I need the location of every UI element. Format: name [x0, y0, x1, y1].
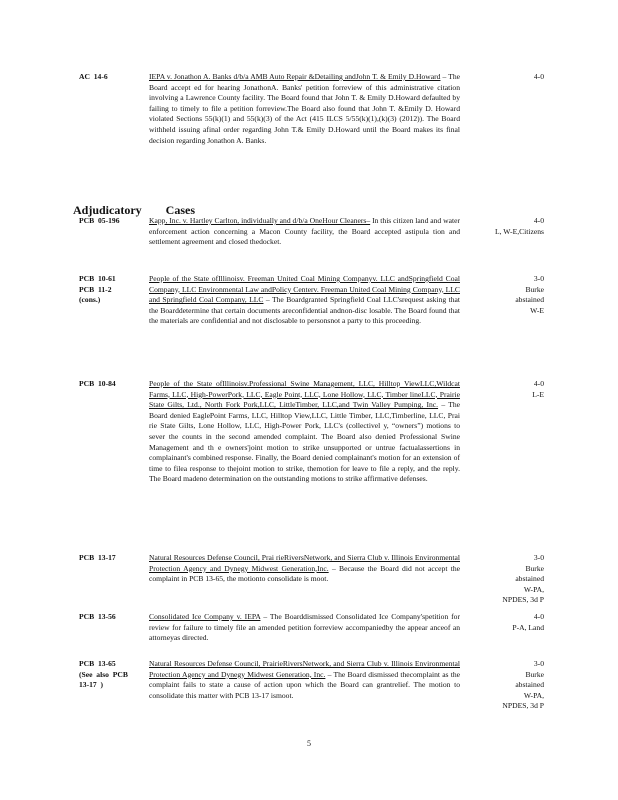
board-vote: 4-0 L-E [532, 379, 544, 399]
case-caption: IEPA v. Jonathon A. Banks d/b/a AMB Auto Repair &Detailing andJohn T. & Emily D.Howard [149, 72, 441, 81]
page-number: 5 [307, 739, 311, 748]
board-vote: 4-0 [533, 72, 544, 81]
board-vote: 4-0 L, W-E,Citizens [495, 216, 544, 236]
case-body: – Because the Board did not accept the complaint in PCB 13-65, the motionto consolidate is moot. [149, 563, 460, 584]
board-vote: 3-0 Burke abstained W-E [515, 274, 544, 315]
case-body: – The Board accept ed for hearing JonathonA. Banks' petition forreview of this administrative citation involving a Lawrence County facility. The Board found that John T. & Emily D.Howard defaulted by failing to timely to file a petition forreview.The Board also found that John T. &Emily D. Howard violated Sections 55(k)(1) and 55(k)(3) of the Act (415 ILCS 5/55(k)(1),(k)(3) (2012)). The Board withheld issuing afinal order regarding John T.& Emily D.Howard until the Board makes its final decision regarding Jonathon A. Banks. [149, 72, 460, 145]
case-body: – The Boardgranted Springfield Coal LLC'srequest asking that the Boarddetermine that certain documents areconfidential andnon-disc losable. The Board found that the materials are confidential and not disclosable to personsnot a party to this proceeding. [149, 295, 460, 326]
board-vote: 3-0 Burke abstained W-PA, NPDES, 3d P [502, 553, 544, 605]
case-number: PCB 10-61 PCB 11-2 (cons.) [79, 274, 116, 305]
case-summary [149, 379, 460, 485]
case-number: PCB 13-65 (See also PCB 13-17 ) [79, 659, 128, 690]
case-body: In this citizen land and water enforcement action concerning a Macon County facility, the Board accepted astipula tion and settlement agreement and closed thedocket. [149, 216, 460, 247]
board-vote: 4-0 P-A, Land [512, 612, 544, 632]
case-number: AC 14-6 [79, 72, 108, 81]
case-caption: Consolidated Ice Company v. IEPA [149, 612, 261, 621]
case-summary [149, 72, 460, 146]
case-summary [149, 216, 460, 248]
case-number: PCB 13-56 [79, 612, 116, 621]
case-caption: Kapp, Inc. v. Hartley Carlton, individually and d/b/a OneHour Cleaners– [149, 216, 371, 225]
case-body: – The Board denied EaglePoint Farms, LLC, Hilltop View,LLC, Little Timber, LLC,Timberline, LLC, Prai rie State Gilts, Lone Hollow, LLC, High-Power Pork, LLC's (collectivel y, “owners”) motions to sever the counts in the second amended complaint. The Board also denied Professional Swine Management and th e owners'joint motion to strike unsupported or untrue factualassertions in complainant's combined response. Finally, the Board denied complainant's motion for an extension of time to filea response to thejoint motion to strike, themotion for leave to file a reply, and the reply. The Board madeno determination on the outstanding motions to strike affirmative defenses. [149, 400, 461, 484]
case-summary [149, 274, 460, 327]
case-body: – The Board dismissed thecomplaint as the complaint fails to state a cause of action upon which the Board can grantrelief. The motion to consolidate this matter with PCB 13-17 ismoot. [149, 669, 460, 700]
case-summary [149, 612, 460, 644]
case-summary [149, 553, 460, 585]
case-number: PCB 10-84 [79, 379, 116, 388]
section-heading: Adjudicatory Cases [73, 203, 195, 217]
case-number: PCB 13-17 [79, 553, 116, 562]
case-body: – The Boarddismissed Consolidated Ice Company'spetition for review for failure to timely file an amended petition forreview accompaniedby the appear anceof an attorneyas directed. [149, 612, 460, 643]
case-caption: People of the State ofIllinoisv. Freeman United Coal Mining Companyv. LLC andSpringfield Coal Company, LLC Environmental Law andPolicy Centerv. Freeman United Coal Mining Company, LLC and Springfield Coal Company, LLC [149, 274, 460, 305]
case-caption: Natural Resources Defense Council, PrairieRiversNetwork, and Sierra Club v. Illinois Environmental Protection Agency and Dynegy Midwest Generation, Inc. [149, 659, 460, 679]
case-summary [149, 659, 460, 701]
case-number: PCB 05-196 [79, 216, 120, 225]
case-caption: Natural Resources Defense Council, Prai rieRiversNetwork, and Sierra Club v. Illinois Environmental Protection Agency and Dynegy Midwest Generation,Inc. [149, 553, 460, 573]
board-vote: 3-0 Burke abstained W-PA, NPDES, 3d P [502, 659, 544, 711]
case-caption: People of the State ofIllinoisv.Professional Swine Management, LLC, Hilltop ViewLLC,Wildcat Farms, LLC, High-PowerPork, LLC, Eagle Point, LLC, Lone Hollow, LLC, Timber lineLLC, Prairie State Gilts, Ltd., North Fork Pork,LLC, LittleTimber, LLC,and Twin Valley Pumping, Inc. [149, 379, 460, 410]
